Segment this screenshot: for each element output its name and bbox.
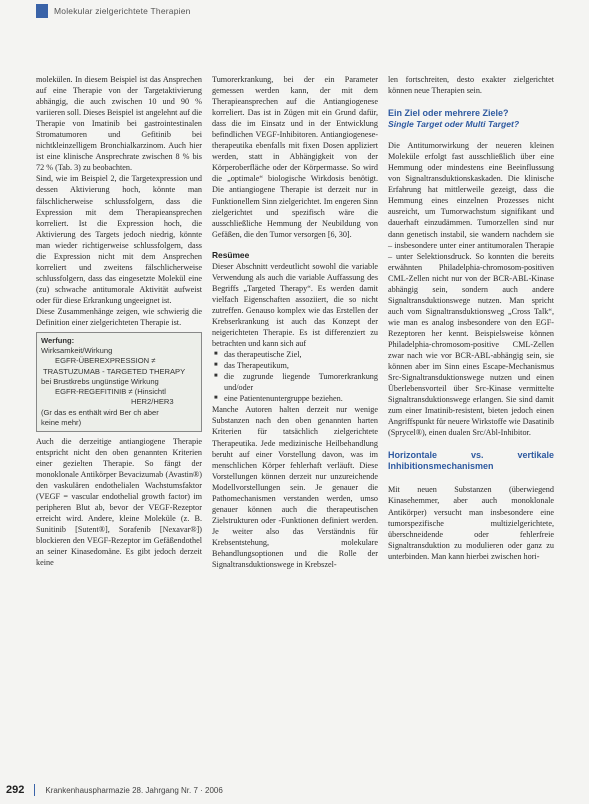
list-item: ■ das Therapeutikum, <box>224 360 378 371</box>
paragraph: len fortschreiten, desto exakter zielgerichtet können neue Therapien sein. <box>388 75 554 96</box>
paragraph: Tumorerkrankung, bei der ein Parameter gemessen werden kann, der mit dem Therapieansprechen auf die Antiangiogenese korreliert. Das ist in Zügen mit ein Grund dafür, dass die im Einsatz und in der Entwicklung befindlichen VEGF-Inhibitoren. Antiangiogenese-therapeutika ebenfalls mit fixen Dosen appliziert werden, statt in Abhängigkeit von der Körperoberfläche oder der Körpermasse. So wird die „optimale“ biologische Wirkdosis benötigt. Die antiangiogene Therapie ist derzeit nur in Funktionellem Sinn zielgerichtet. Im engeren Sinn zielgerichtet und spezifisch wäre die ausschließliche Hemmung der Neubildung von Gefäßen, die den Tumor versorgen [6, 30]. <box>212 75 378 239</box>
box-line: Wirksamkeit/Wirkung <box>41 346 113 356</box>
box-line: EGFR-REGEFITINIB ≠ (Hinsichtl <box>55 387 166 397</box>
page-footer <box>6 784 223 796</box>
section-heading: Horizontale vs. vertikale Inhibitionsmechanismen <box>388 450 554 472</box>
page-number: 292 <box>6 784 25 796</box>
paragraph: molekülen. In diesem Beispiel ist das Ansprechen auf eine Therapie von der Targetaktivierung abhängig, die auch zwischen 10 und 90 % variieren soll. Dieses Beispiel ist angelehnt auf die Therapie von Imatinib bei gastrointestinalen Stromatumoren und Gefitinib bei nichtkleinzelligem Bronchialkarzinom. Auch hier ist eine klinische Ansprechrate zwischen 8 % bis 72 % (Tab. 3) zu beobachten. <box>36 75 202 173</box>
bullet-list <box>212 349 378 404</box>
box-line: HER2/HER3 <box>131 397 174 407</box>
paragraph: Dieser Abschnitt verdeutlicht sowohl die variable Verwendung als auch die variable Auffassung des Begriffs „Targeted Therapy“. Es werden damit vielfach Eigenschaften assoziiert, die so nicht zutreffen. Genauso komplex wie das Erstellen der Krebserkrankung ist auch das Konzept der neigerichteten Therapie. Es ist differenziert zu betrachten und kann sich auf <box>212 261 378 349</box>
list-item: ■ die zugrunde liegende Tumorerkrankung und/oder <box>224 371 378 393</box>
box-line: (Gr das es enthält wird Ber ch aber <box>41 407 159 417</box>
box-line: keine mehr) <box>41 417 82 427</box>
list-item: ■ eine Patientenuntergruppe beziehen. <box>224 393 378 404</box>
box-title: Werfung: <box>41 336 75 346</box>
column-1 <box>36 74 202 568</box>
box-line: EGFR-ÜBEREXPRESSION ≠ <box>55 356 156 366</box>
section-heading: Ein Ziel oder mehrere Ziele? <box>388 108 509 119</box>
footer-divider <box>34 784 35 796</box>
paragraph: Diese Zusammenhänge zeigen, wie schwierig die Definition einer zielgerichteten Therapie ist. <box>36 306 202 328</box>
column-2 <box>212 74 378 570</box>
section-subheading: Single Target oder Multi Target? <box>388 119 520 130</box>
paragraph: Sind, wie im Beispiel 2, die Targetexpression und dessen Aktivierung hoch, könnte man fälschlicherweise schlussfolgern, dass die Expression mit dem Therapieansprechen korreliert. Ist die Expression hoch, die Aktivierung des Targets jedoch niedrig, könnte man wieder richtigerweise schlussfolgern, dass die Expression nicht mit dem Ansprechen korreliert und zweitens fälschlicherweise schlussfolgern, dass das eingesetzte Molekül eine (zu) schwache antitumorale Aktivität aufweist oder für diese Erkrankung ungeeignet ist. <box>36 174 202 305</box>
running-header <box>36 4 191 18</box>
paragraph: Mit neuen Substanzen (überwiegend Kinasehemmer, aber auch monoklonale Antikörper) versucht man insbesondere eine tumorspezifische multizielgerichtete, überschneidende oder fehlerfreie Signaltransduktion zu modulieren oder ganz zu unterbinden. Man kann hierbei zwischen hori- <box>388 485 554 561</box>
paragraph: Die Antitumorwirkung der neueren kleinen Moleküle erfolgt fast ausschließlich über eine Hemmung oder mindestens eine Beeinflussung von Signaltransduktionskaskaden. Die klinische Erfahrung hat mittlerweile gezeigt, dass die Hemmung eines einzelnen Prozesses nicht ausreicht, um Tumorwachstum signifikant und dauerhaft einzudämmen. Tumorzellen sind nur dann genetisch instabil, sie wandern nachdem sie – insbesondere unter einer antitumoralen Therapie – unter Selektionsdruck. So konnten die bereits erwähnten Philadelphia-chromosom-positiven CML-Zellen nicht nur von der BCR-ABL-Kinase abhängig sein, sondern auch andere Signaltransduktionswege nutzen. Man spricht auch vom Signaltransduktionsweg „Cross Talk“, wie man es analog insbesondere von den EGF-Rezeptoren her kennt. Beispielsweise können Philadelphia-chromosom-positive CML-Zellen zwar nach wie vor BCR-ABL-abhängig sein, sie können aber im Sinn eines Escape-Mechanismus Src-Signaltransduktionswege nutzen und einen Überlebensvorteil über Src-Kinase vermittelte Signaltransduktionswege erlangen. Sie sind damit zum einer Imatinib-resistent, bieten jedoch einen Angriffspunkt für neuere Wirkstoffe wie Dasatinib (Sprycel®), einen dualen Src/Abl-Inhibitor. <box>388 141 554 438</box>
section-heading-resuemee: Resümee <box>212 249 250 260</box>
column-3 <box>388 74 554 562</box>
running-title: Molekular zielgerichtete Therapien <box>54 6 191 16</box>
box-line: bei Brustkrebs ungünstige Wirkung <box>41 376 159 386</box>
paragraph: Manche Autoren halten derzeit nur wenige Substanzen nach den oben genannten harten Kriterien für tatsächlich zielgerichtete Therapeutika. Jede medizinische Heilbehandlung beruht auf einer Vorstellung davon, was im menschlichen Körper fehlerhaft verläuft. Diese Vorstellungen können derzeit nur unzureichende Modellvorstellungen sein. Je genauer die Pathomechanismen verstanden werden, umso genauer können auch die therapeutischen Zielstrukturen oder -Funktionen definiert werden. Je weiter also das Verständnis für Krebsentstehung, molekulare Behandlungsoptionen und die Rolle der Signaltransduktionswege in Krebszel- <box>212 405 378 570</box>
paragraph: Auch die derzeitige antiangiogene Therapie entspricht nicht den oben genannten Kriterien einer gezielten Therapie. So fängt der monoklonale Antikörper Bevacizumab (Avastin®) den vaskulären endothelialen Wachstumsfaktor (VEGF = vascular endothelial growth factor) im peripheren Blut ab, bevor der VEGF-Rezeptor erreicht wird. Andere, kleine Moleküle (z. B. Sunitinib [Sutent®], Sorafenib [Nexavar®]) blockieren den VEGF-Rezeptor im Gefäßendothel an seiner Kinasedomäne. Es gibt jedoch derzeit keine <box>36 436 202 568</box>
list-item: ■ das therapeutische Ziel, <box>224 349 378 360</box>
journal-info: Krankenhauspharmazie 28. Jahrgang Nr. 7 · 2006 <box>45 785 223 795</box>
box-line: TRASTUZUMAB - TARGETED THERAPY <box>43 366 186 376</box>
handwritten-note-box <box>36 332 202 432</box>
header-accent-bar <box>36 4 48 18</box>
